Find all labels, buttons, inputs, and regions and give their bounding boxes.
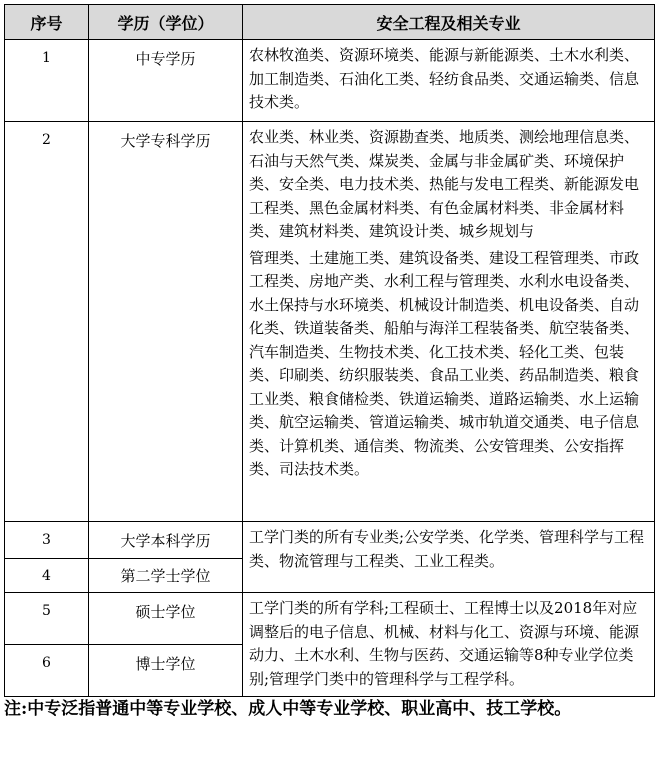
- row-majors: [243, 40, 655, 122]
- header-no: 序号: [5, 5, 89, 40]
- table-header-row: [5, 5, 655, 40]
- majors-text: 工学门类的所有专业类;公安学类、化学类、管理科学与工程类、物流管理与工程类、工业工程类。: [249, 528, 645, 570]
- row-majors: [243, 122, 655, 522]
- row-majors: [243, 522, 655, 593]
- row-degree: 大学专科学历: [89, 122, 243, 522]
- header-degree: 学历（学位）: [89, 5, 243, 40]
- table-row: [5, 40, 655, 122]
- row-no: 3: [5, 522, 89, 559]
- row-no: 6: [5, 645, 89, 697]
- majors-table: [4, 4, 655, 697]
- row-majors: [243, 593, 655, 697]
- row-degree: 硕士学位: [89, 593, 243, 645]
- row-no: 1: [5, 40, 89, 122]
- row-degree: 第二学士学位: [89, 559, 243, 593]
- row-degree: 博士学位: [89, 645, 243, 697]
- row-no: 5: [5, 593, 89, 645]
- row-degree: 大学本科学历: [89, 522, 243, 559]
- table-row: [5, 593, 655, 645]
- row-no: 4: [5, 559, 89, 593]
- footnote: 注:中专泛指普通中等专业学校、成人中等专业学校、职业高中、技工学校。: [4, 699, 572, 719]
- majors-text: 工学门类的所有学科;工程硕士、工程博士以及2018年对应调整后的电子信息、机械、材料与化工、资源与环境、能源动力、土木水利、生物与医药、交通运输等8种专业学位类别;管理学门类中的管理科学与工程学科。: [249, 599, 640, 688]
- majors-text: 农业类、林业类、资源勘查类、地质类、测绘地理信息类、石油与天然气类、煤炭类、金属与非金属矿类、环境保护类、安全类、电力技术类、热能与发电工程类、新能源发电工程类、黑色金属材料类、有色金属材料类、非金属材料类、建筑材料类、建筑设计类、城乡规划与: [249, 128, 640, 240]
- table-row: [5, 522, 655, 559]
- table-row: [5, 122, 655, 522]
- row-degree: 中专学历: [89, 40, 243, 122]
- majors-text: 农林牧渔类、资源环境类、能源与新能源类、土木水利类、加工制造类、石油化工类、轻纺食品类、交通运输类、信息技术类。: [249, 46, 640, 111]
- majors-text: 管理类、土建施工类、建筑设备类、建设工程管理类、市政工程类、房地产类、水利工程与管理类、水利水电设备类、水土保持与水环境类、机械设计制造类、机电设备类、自动化类、铁道装备类、船舶与海洋工程装备类、航空装备类、汽车制造类、生物技术类、化工技术类、轻化工类、包装类、印刷类、纺织服装类、食品工业类、药品制造类、粮食工业类、粮食储检类、铁道运输类、道路运输类、水上运输类、航空运输类、管道运输类、城市轨道交通类、电子信息类、计算机类、通信类、物流类、公安管理类、公安指挥类、司法技术类。: [249, 248, 640, 478]
- header-majors: 安全工程及相关专业: [243, 5, 655, 40]
- row-no: 2: [5, 122, 89, 522]
